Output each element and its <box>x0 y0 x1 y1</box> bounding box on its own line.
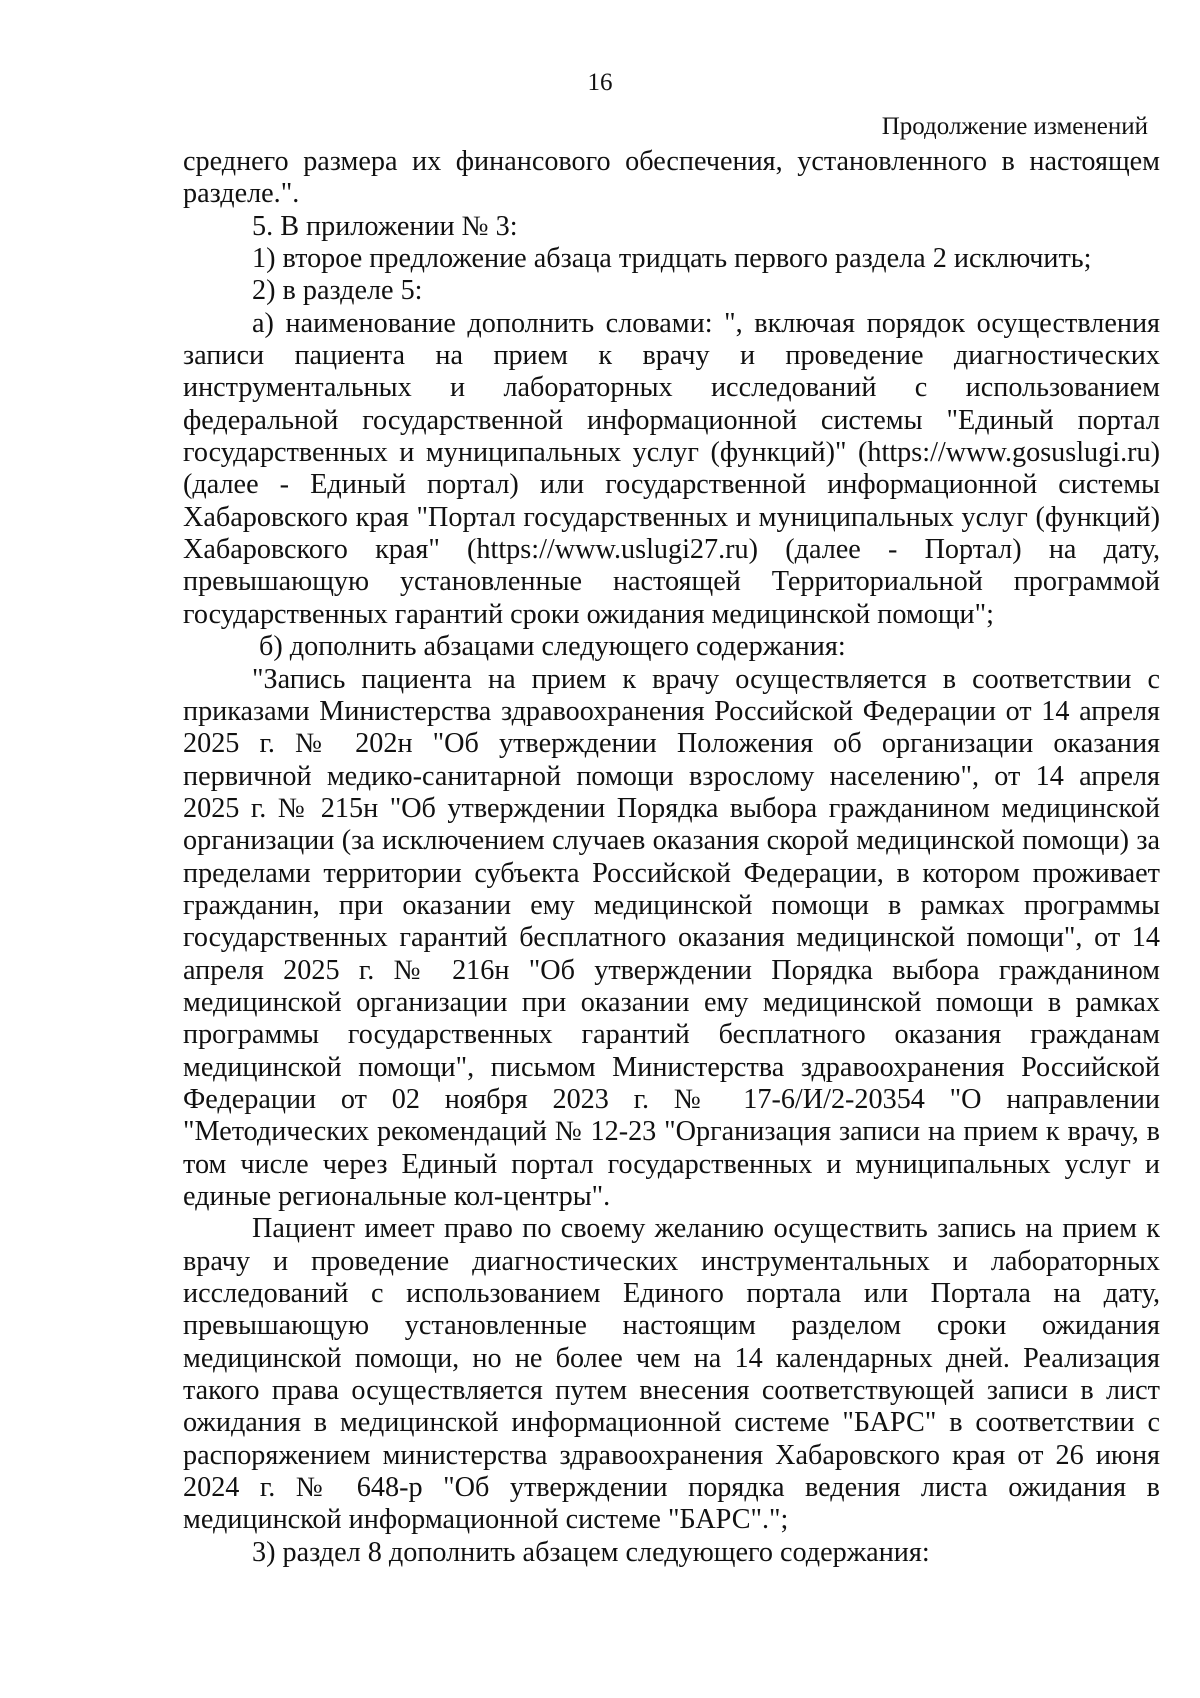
paragraph: 3) раздел 8 дополнить абзацем следующего содержания: <box>252 1536 930 1568</box>
paragraph: б) дополнить абзацами следующего содержания: <box>259 631 846 663</box>
page-number: 16 <box>587 69 613 96</box>
paragraph: среднего размера их финансового обеспечения, установленного в настоящем разделе.". <box>183 146 1160 210</box>
paragraph: а) наименование дополнить словами: ", включая порядок осуществления записи пациента на прием к врачу и проведение диагностических инструментальных и лабораторных исследований с использованием федеральной государственной информационной системы "Единый портал государственных и муниципальных услуг (функций)" (https://www.gosuslugi.ru) (далее - Единый портал) или государственной информационной системы Хабаровского края "Портал государственных и муниципальных услуг (функций) Хабаровского края" (https://www.uslugi27.ru) (далее - Портал) на дату, превышающую установленные настоящей Территориальной программой государственных гарантий сроки ожидания медицинской помощи"; <box>183 307 1160 630</box>
paragraph: "Запись пациента на прием к врачу осуществляется в соответствии с приказами Министерства здравоохранения Российской Федерации от 14 апреля 2025 г. № 202н "Об утверждении Положения об организации оказания первичной медико-санитарной помощи взрослому населению", от 14 апреля 2025 г. № 215н "Об утверждении Порядка выбора гражданином медицинской организации (за исключением случаев оказания скорой медицинской помощи) за пределами территории субъекта Российской Федерации, в котором проживает гражданин, при оказании ему медицинской помощи в рамках программы государственных гарантий бесплатного оказания медицинской помощи", от 14 апреля 2025 г. № 216н "Об утверждении Порядка выбора гражданином медицинской организации при оказании ему медицинской помощи в рамках программы государственных гарантий бесплатного оказания гражданам медицинской помощи", письмом Министерства здравоохранения Российской Федерации от 02 ноября 2023 г. № 17-6/И/2-20354 "О направлении "Методических рекомендаций № 12-23 "Организация записи на прием к врачу, в том числе через Единый портал государственных и муниципальных услуг и единые региональные кол-центры". <box>183 663 1160 1212</box>
paragraph: Пациент имеет право по своему желанию осуществить запись на прием к врачу и проведение диагностических инструментальных и лабораторных исследований с использованием Единого портала или Портала на дату, превышающую установленные настоящим разделом сроки ожидания медицинской помощи, но не более чем на 14 календарных дней. Реализация такого права осуществляется путем внесения соответствующей записи в лист ожидания в медицинской информационной системе "БАРС" в соответствии с распоряжением министерства здравоохранения Хабаровского края от 26 июня 2024 г. № 648-р "Об утверждении порядка ведения листа ожидания в медицинской информационной системе "БАРС"."; <box>183 1213 1160 1536</box>
continuation-label: Продолжение изменений <box>881 113 1148 140</box>
paragraph: 1) второе предложение абзаца тридцать первого раздела 2 исключить; <box>252 243 1092 275</box>
paragraph: 5. В приложении № 3: <box>252 210 518 242</box>
paragraph: 2) в разделе 5: <box>252 275 423 307</box>
document-body <box>183 146 1160 1569</box>
